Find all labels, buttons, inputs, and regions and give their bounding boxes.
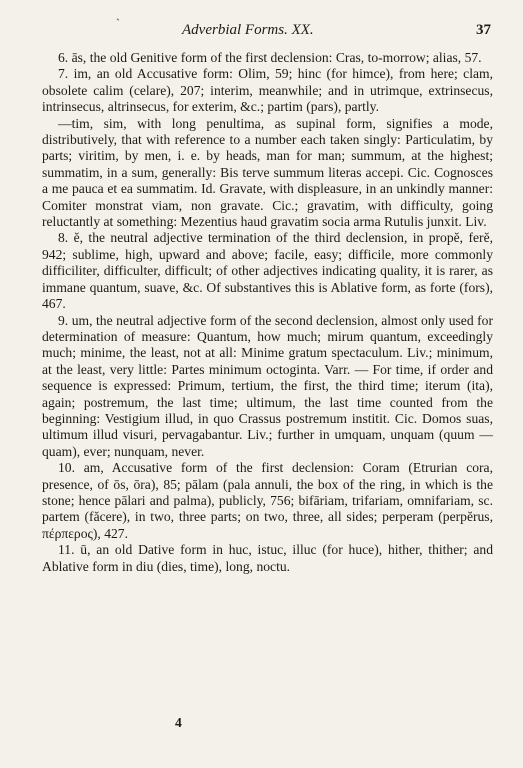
paragraph-9: 9. um, the neutral adjective form of the second declension, almost only used for determination of measure: Quantum, how much; mirum quantum, exceedingly much; minime, the least, not at all: Minime gratum spectaculum. Liv.; minimum, at the least, very little: Partes minimum octoginta. Varr. — For time, if order and sequence is expressed: Primum, tertium, the first, the third time; iterum (ita), again; postremum, the last time; ultimum, the last time counted from the beginning: Vestigium illud, in quo Crassus postremum institit. Cic. Domos suas, ultimum illud visuri, pervagabantur. Liv.; further in umquam, unquam (quum — quam), ever; nunquam, never. — [42, 312, 493, 459]
signature-mark: 4 — [175, 715, 182, 730]
running-header — [42, 16, 493, 42]
page-body — [42, 50, 493, 575]
paragraph-8: 8. ĕ, the neutral adjective termination of the third declension, in propĕ, ferĕ, 942; sublime, high, upward and above; facile, easy; difficile, more commonly difficiliter, difficulter, difficult; of other adjectives indicating quality, it is rarer, as immane quantum, suave, &c. Of substantives this is Ablative form, as forte (fors), 467. — [42, 230, 493, 312]
header-mark: ` — [116, 16, 120, 30]
paragraph-11: 11. ū, an old Dative form in huc, istuc, illuc (for huce), hither, thither; and Ablative form in diu (dies, time), long, noctu. — [42, 542, 493, 574]
running-title: Adverbial Forms. XX. — [182, 22, 314, 38]
paragraph-10: 10. am, Accusative form of the first declension: Coram (Etrurian cora, presence, of ōs, ōra), 85; pālam (pala annuli, the box of the ring, in which is the stone; hence pālari and palma), publicly, 756; bifāriam, trifariam, omnifariam, sc. partem (făcere), in two, three parts; on two, three, all sides; perperam (perpĕrus, πέρπερος), 427. — [42, 460, 493, 541]
paragraph-tim-sim: —tim, sim, with long penultima, as supinal form, signifies a mode, distributively, that with reference to a number each taken singly: Particulatim, by parts; viritim, by men, i. e. by heads, man for man; summum, at the highest; summatim, in a sum, generally: Bis terve summum literas accepi. Cic. Cognosces a me pauca et ea summatim. Id. Gravate, with displeasure, in an unkindly manner: Comiter monstrat viam, non gravate. Cic.; gravatim, with difficulty, going reluctantly at something: Mezentius haud gravatim socia arma Rutulis junxit. Liv. — [42, 115, 493, 230]
page-number: 37 — [476, 22, 491, 38]
paragraph-7: 7. im, an old Accusative form: Olim, 59; hinc (for himce), from here; clam, obsolete calim (celare), 207; interim, meanwhile; and in utrimque, extrinsecus, intrinsecus, altrinsecus, for exterim, &c.; partim (pars), partly. — [42, 66, 493, 115]
paragraph-6: 6. ās, the old Genitive form of the first declension: Cras, to-morrow; alias, 57. — [58, 50, 482, 65]
